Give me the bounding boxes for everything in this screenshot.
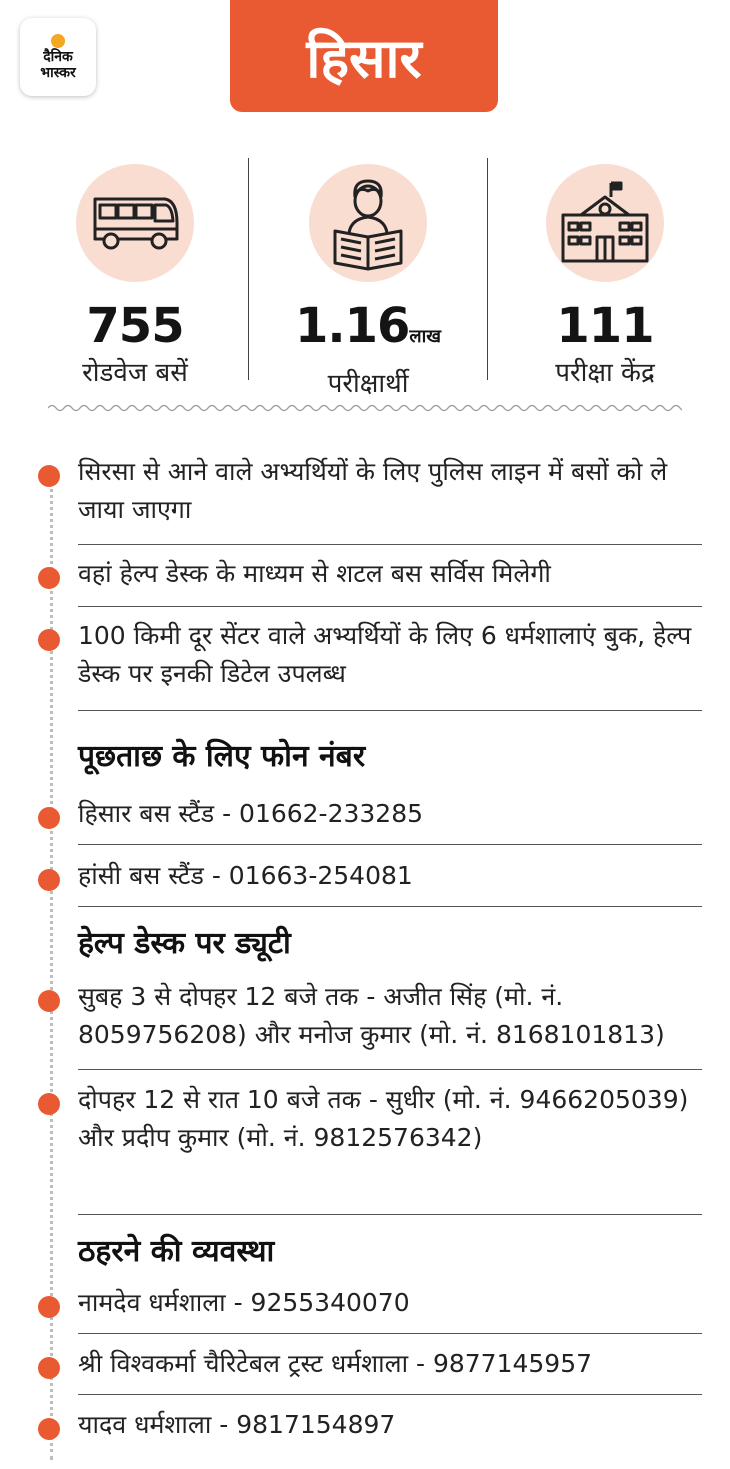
list-item (78, 1345, 702, 1395)
bullet-dot (38, 990, 60, 1012)
stat-label: रोडवेज बसें (82, 358, 188, 388)
stat-icon-circle (546, 164, 664, 282)
bullet-dot (38, 807, 60, 829)
list-item (78, 617, 702, 711)
stat-value: 1.16लाख (294, 298, 442, 354)
bullet-dot (38, 567, 60, 589)
vertical-divider (487, 158, 488, 380)
bullet-dot (38, 1093, 60, 1115)
bullet-dot (38, 1357, 60, 1379)
section-heading-stay: ठहरने की व्यवस्था (78, 1234, 275, 1269)
student-reading-icon (327, 175, 409, 271)
logo-text-line2: भास्कर (40, 64, 76, 81)
stat-exam-centers (490, 160, 720, 388)
list-item (78, 978, 702, 1070)
list-item-text: हांसी बस स्टैंड - 01663-254081 (78, 861, 413, 890)
stat-candidates (253, 160, 483, 399)
stat-value: 755 (86, 298, 184, 354)
logo-text-line1: दैनिक (43, 48, 73, 65)
list-item-text: सिरसा से आने वाले अभ्यर्थियों के लिए पुलिस लाइन में बसों को ले जाया जाएगा (78, 457, 668, 524)
section-heading-duty: हेल्प डेस्क पर ड्यूटी (78, 926, 291, 961)
section-heading-contacts: पूछताछ के लिए फोन नंबर (78, 739, 366, 774)
bullet-dot (38, 465, 60, 487)
list-item (78, 453, 702, 545)
list-item-text: वहां हेल्प डेस्क के माध्यम से शटल बस सर्विस मिलेगी (78, 559, 551, 588)
list-item-text: दोपहर 12 से रात 10 बजे तक - सुधीर (मो. नं. 9466205039) और प्रदीप कुमार (मो. नं. 9812576342) (78, 1085, 689, 1152)
list-item-text: सुबह 3 से दोपहर 12 बजे तक - अजीत सिंह (मो. नं. 8059756208) और मनोज कुमार (मो. नं. 8168101813) (78, 982, 665, 1049)
bullet-dot (38, 869, 60, 891)
list-item-text: यादव धर्मशाला - 9817154897 (78, 1410, 396, 1439)
stat-icon-circle (309, 164, 427, 282)
bullet-dot (38, 629, 60, 651)
page-title: हिसार (306, 27, 422, 90)
list-item-text: 100 किमी दूर सेंटर वाले अभ्यर्थियों के लिए 6 धर्मशालाएं बुक, हेल्प डेस्क पर इनकी डिटेल उपलब्ध (78, 621, 692, 688)
stat-label: परीक्षा केंद्र (555, 358, 655, 388)
list-item (78, 857, 702, 907)
bus-icon (89, 193, 181, 253)
stat-label: परीक्षार्थी (327, 369, 409, 399)
list-item (78, 555, 702, 607)
list-item (78, 1284, 702, 1334)
stat-roadways-buses (20, 160, 250, 388)
list-item (78, 1406, 702, 1452)
school-building-icon (559, 181, 651, 265)
bullet-dot (38, 1296, 60, 1318)
list-item (78, 1081, 702, 1215)
dainik-bhaskar-logo (20, 18, 96, 96)
sun-icon (51, 34, 65, 48)
vertical-divider (248, 158, 249, 380)
wavy-divider (48, 402, 682, 414)
list-item-text: श्री विश्वकर्मा चैरिटेबल ट्रस्ट धर्मशाला - 9877145957 (78, 1349, 593, 1378)
bullet-dot (38, 1418, 60, 1440)
list-item (78, 795, 702, 845)
stat-icon-circle (76, 164, 194, 282)
title-banner (230, 0, 498, 112)
list-item-text: हिसार बस स्टैंड - 01662-233285 (78, 799, 424, 828)
list-item-text: नामदेव धर्मशाला - 9255340070 (78, 1288, 410, 1317)
stat-value-suffix: लाख (409, 326, 442, 347)
stat-value: 111 (556, 298, 654, 354)
